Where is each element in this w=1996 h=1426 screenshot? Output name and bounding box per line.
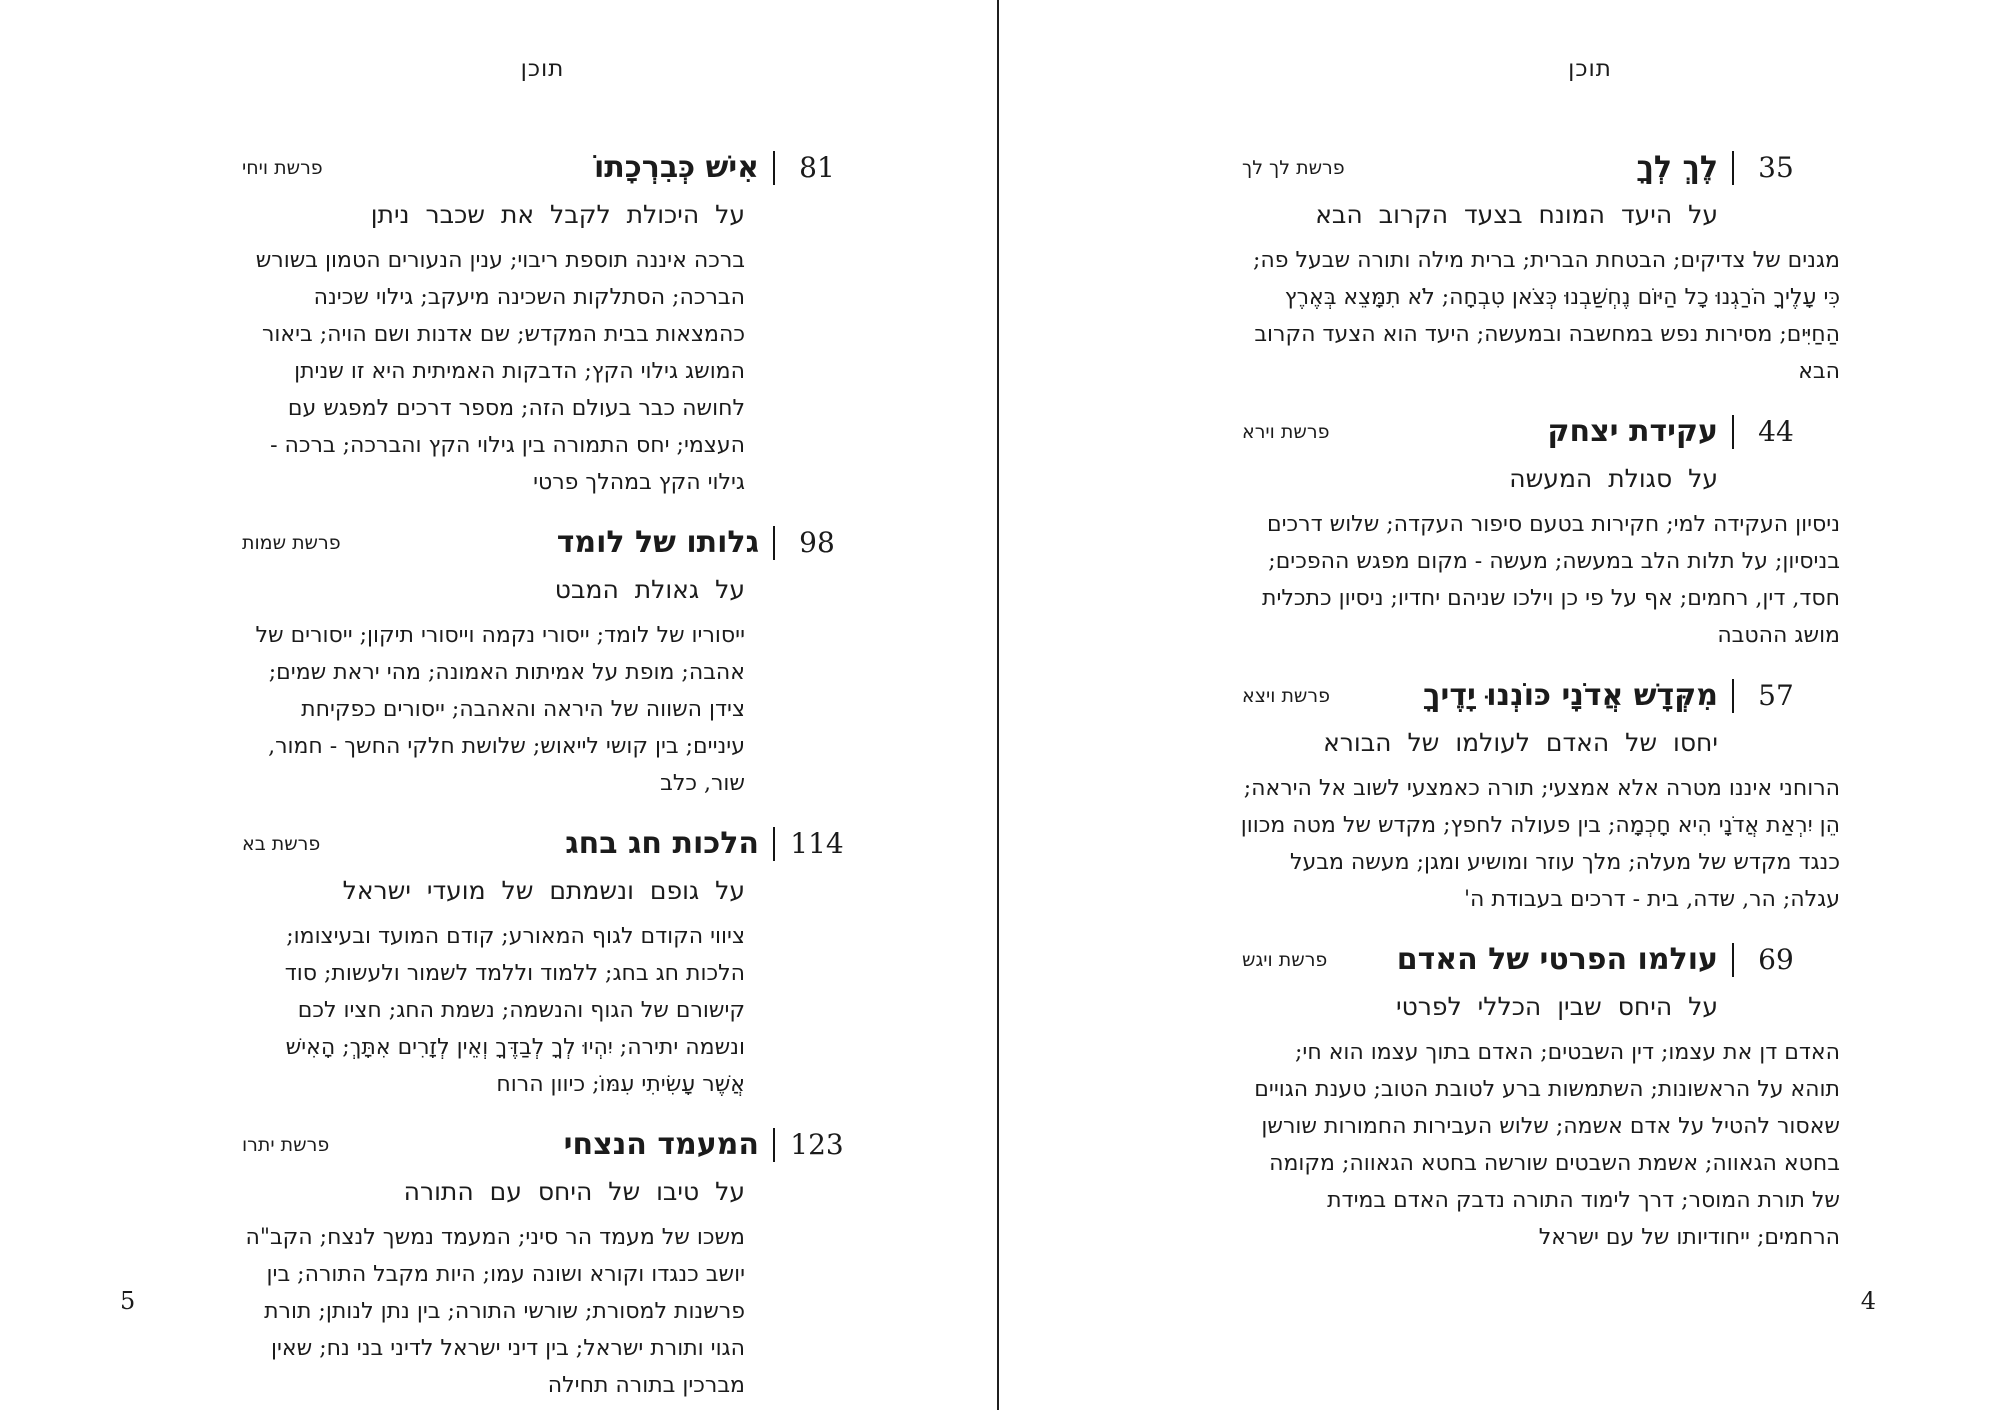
entry-subtitle: על היכולת לקבל את שכבר ניתן — [370, 200, 745, 229]
heading-separator-bar — [773, 151, 775, 185]
heading-separator-bar — [773, 526, 775, 560]
page-right-column — [1240, 0, 1840, 1278]
toc-entry — [240, 523, 845, 802]
entry-heading-row — [240, 523, 845, 563]
toc-entry — [1240, 148, 1840, 390]
entry-title: מִקְּדָשׁ אֲדֹנָי כּוֹנְנוּ יָדֶיךָ — [1423, 678, 1718, 713]
entry-subtitle: יחסו של האדם לעולמו של הבורא — [1323, 728, 1718, 757]
toc-entry — [1240, 676, 1840, 918]
page-header: תוכן — [520, 56, 565, 82]
entry-heading-row — [240, 148, 845, 188]
heading-separator-bar — [773, 1128, 775, 1162]
entry-subtitle: על היעד המונח בצעד הקרוב הבא — [1315, 200, 1718, 229]
entry-topics: הרוחני איננו מטרה אלא אמצעי; תורה כאמצעי לשוב אל היראה; הֵן יִרְאַת אֲדֹנָי הִיא חָכְמָה; בין פעולה לחפץ; מקדש של מטה מכוון כנגד מקדש של מעלה; מלך עוזר ומושיע ומגן; מעשה מבעל עגלה; הר, שדה, בית - דרכים בעבודת ה' — [1240, 776, 1840, 912]
parasha-label: פרשת וירא — [1242, 421, 1330, 443]
heading-separator-bar — [1732, 943, 1734, 977]
entry-page-number: 44 — [1758, 415, 1794, 448]
toc-entry — [1240, 412, 1840, 654]
page-left-column — [240, 0, 845, 1426]
entry-subtitle: על היחס שבין הכללי לפרטי — [1396, 992, 1718, 1021]
entry-topics: מגנים של צדיקים; הבטחת הברית; ברית מילה ותורה שבעל פה; כִּי עָלֶיךָ הֹרַגְנוּ כָל הַיּוֹם נֶחְשַׁבְנוּ כְּצֹאן טִבְחָה; לֹא תִמָּצֵא בְּאֶרֶץ הַחַיִּים; מסירות נפש במחשבה ובמעשה; היעד הוא הצעד הקרוב הבא — [1253, 248, 1840, 384]
entry-title: עולמו הפרטי של האדם — [1396, 942, 1718, 977]
parasha-label: פרשת שמות — [242, 532, 341, 554]
page-number: 4 — [1860, 1287, 1876, 1315]
entry-topics: ייסוריו של לומד; ייסורי נקמה וייסורי תיקון; ייסורים של אהבה; מופת על אמיתות האמונה; מהי יראת שמים; צידן השווה של היראה והאהבה; ייסורים כפקיחת עיניים; בין קושי לייאוש; שלושת חלקי החשך - חמור, שור, כלב — [255, 623, 745, 796]
entry-page-number: 98 — [799, 526, 835, 559]
page-left — [0, 0, 998, 1410]
entry-topics: משכו של מעמד הר סיני; המעמד נמשך לנצח; הקב"ה יושב כנגדו וקורא ושונה עמו; היות מקבל התורה; בין פרשנות למסורת; שורשי התורה; בין נתן לנותן; תורת הגוי ותורת ישראל; בין דיני ישראל לדיני בני נח; שאין מברכין בתורה תחילה — [245, 1225, 745, 1398]
page-right — [998, 0, 1996, 1410]
entry-topics: ציווי הקודם לגוף המאורע; קודם המועד ובעיצומו; הלכות חג בחג; ללמוד וללמד לשמור ולעשות; סוד קישורם של הגוף והנשמה; נשמת החג; חציו לכם ונשמה יתירה; יִהְיוּ לְךָ לְבַדֶּךָ וְאֵין לְזָרִים אִתָּךְ; הָאִישׁ אֲשֶׁר עָשִׂיתִי עִמּוֹ; כיוון הרוח — [284, 924, 745, 1097]
parasha-label: פרשת בא — [242, 833, 321, 855]
entry-title: אִישׁ כְּבִרְכָתוֹ — [594, 150, 759, 185]
entry-title: עקידת יצחק — [1547, 414, 1718, 449]
entry-topics: ברכה איננה תוספת ריבוי; ענין הנעורים הטמון בשורש הברכה; הסתלקות השכינה מיעקב; גילוי שכינה כהמצאות בבית המקדש; שם אדנות ושם הויה; ביאור המושג גילוי הקץ; הדבקות האמיתית היא זו שניתן לחושה כבר בעולם הזה; מספר דרכים למפגש עם העצמי; יחס התמורה בין גילוי הקץ והברכה; ברכה - גילוי הקץ במהלך פרטי — [255, 248, 745, 495]
entry-title: לֶךְ לְךָ — [1636, 150, 1718, 185]
parasha-label: פרשת לך לך — [1242, 157, 1345, 179]
entry-page-number: 81 — [799, 151, 835, 184]
parasha-label: פרשת ויחי — [242, 157, 323, 179]
entry-topics: ניסיון העקידה למי; חקירות בטעם סיפור העקדה; שלוש דרכים בניסיון; על תלות הלב במעשה; מעשה - מקום מפגש ההפכים; חסד, דין, רחמים; אף על פי כן וילכו שניהם יחדיו; ניסיון כתכלית מושג ההטבה — [1262, 512, 1840, 648]
entry-topics: האדם דן את עצמו; דין השבטים; האדם בתוך עצמו הוא חי; תוהא על הראשונות; השתמשות ברע לטובת הטוב; טענת הגויים שאסור להטיל על אדם אשמה; שלוש העבירות החמורות שורשן בחטא הגאווה; אשמת השבטים שורשה בחטא הגאווה; מקומה של תורת המוסר; דרך לימוד התורה נדבק האדם במידת הרחמים; ייחודיותו של עם ישראל — [1254, 1040, 1840, 1250]
heading-separator-bar — [1732, 679, 1734, 713]
entry-subtitle: על טיבו של היחס עם התורה — [403, 1177, 745, 1206]
entry-heading-row — [1240, 148, 1840, 188]
entry-title: הלכות חג בחג — [565, 826, 759, 861]
entry-heading-row — [240, 824, 845, 864]
heading-separator-bar — [1732, 151, 1734, 185]
toc-entry — [1240, 940, 1840, 1256]
toc-entry — [240, 824, 845, 1103]
heading-separator-bar — [773, 827, 775, 861]
entry-title: המעמד הנצחי — [563, 1127, 759, 1162]
toc-entry — [240, 148, 845, 501]
entry-subtitle: על גאולת המבט — [554, 575, 745, 604]
entry-subtitle: על סגולת המעשה — [1509, 464, 1718, 493]
entry-heading-row — [1240, 676, 1840, 716]
entry-page-number: 57 — [1758, 679, 1794, 712]
page-header: תוכן — [1568, 56, 1612, 82]
entry-page-number: 35 — [1758, 151, 1794, 184]
heading-separator-bar — [1732, 415, 1734, 449]
entry-title: גלותו של לומד — [556, 525, 759, 560]
page-number: 5 — [120, 1287, 136, 1315]
parasha-label: פרשת ויצא — [1242, 685, 1330, 707]
entry-heading-row — [240, 1125, 845, 1165]
entry-page-number: 123 — [790, 1128, 844, 1161]
entry-page-number: 114 — [790, 827, 844, 860]
entry-heading-row — [1240, 412, 1840, 452]
toc-entry — [240, 1125, 845, 1404]
entry-subtitle: על גופם ונשמתם של מועדי ישראל — [342, 876, 745, 905]
parasha-label: פרשת יתרו — [242, 1134, 330, 1156]
entry-page-number: 69 — [1758, 943, 1794, 976]
parasha-label: פרשת ויגש — [1242, 949, 1328, 971]
entry-heading-row — [1240, 940, 1840, 980]
